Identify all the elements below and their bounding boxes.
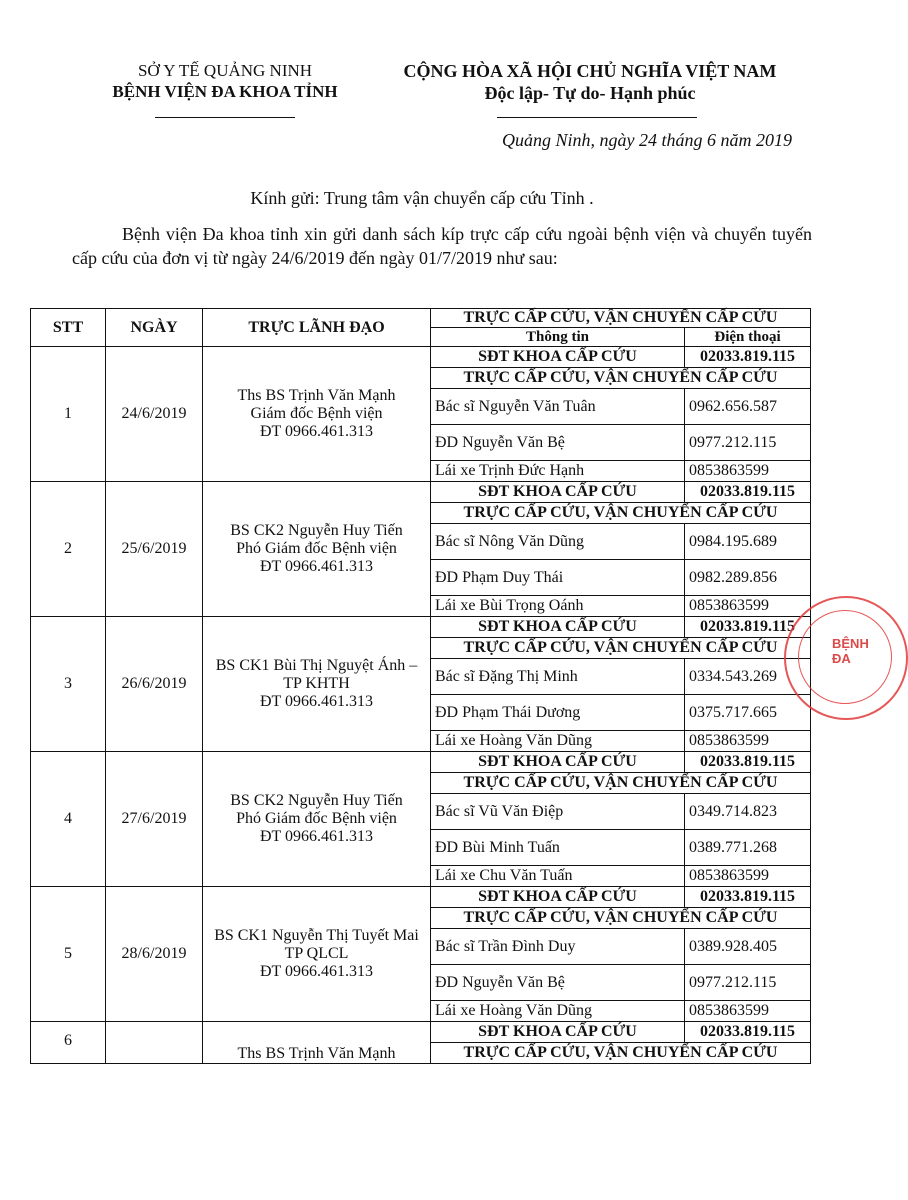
leader-phone: ĐT 0966.461.313 bbox=[259, 963, 374, 980]
leader-name: BS CK1 Nguyễn Thị Tuyết Mai bbox=[214, 927, 419, 944]
row-leader bbox=[203, 617, 431, 752]
duty-label: TRỰC CẤP CỨU, VẬN CHUYỂN CẤP CỨU bbox=[431, 908, 811, 929]
leader-name: BS CK2 Nguyễn Huy Tiến bbox=[230, 792, 403, 809]
row-leader bbox=[203, 887, 431, 1022]
driver-phone: 0853863599 bbox=[685, 1001, 811, 1022]
leader-title: Giám đốc Bệnh viện bbox=[250, 405, 383, 422]
driver: Lái xe Chu Văn Tuấn bbox=[431, 866, 685, 887]
national-header bbox=[380, 60, 800, 104]
greeting: Kính gửi: Trung tâm vận chuyển cấp cứu Tỉnh . bbox=[250, 188, 594, 208]
row-date: 27/6/2019 bbox=[106, 752, 203, 887]
doctor-phone: 0962.656.587 bbox=[685, 389, 811, 425]
row-leader bbox=[203, 1022, 431, 1064]
doctor-phone: 0389.928.405 bbox=[685, 929, 811, 965]
er-label: SĐT KHOA CẤP CỨU bbox=[431, 347, 685, 368]
doctor-phone: 0984.195.689 bbox=[685, 524, 811, 560]
driver: Lái xe Hoàng Văn Dũng bbox=[431, 731, 685, 752]
row-leader bbox=[203, 482, 431, 617]
leader-phone: ĐT 0966.461.313 bbox=[259, 693, 374, 710]
row-stt: 6 bbox=[31, 1022, 106, 1064]
leader-title: Phó Giám đốc Bệnh viện bbox=[236, 810, 397, 827]
er-label: SĐT KHOA CẤP CỨU bbox=[431, 617, 685, 638]
duty-label: TRỰC CẤP CỨU, VẬN CHUYỂN CẤP CỨU bbox=[431, 773, 811, 794]
national-title: CỘNG HÒA XÃ HỘI CHỦ NGHĨA VIỆT NAM bbox=[403, 61, 777, 81]
row-leader bbox=[203, 347, 431, 482]
er-phone: 02033.819.115 bbox=[685, 1022, 811, 1043]
nurse: ĐD Bùi Minh Tuấn bbox=[431, 830, 685, 866]
er-phone: 02033.819.115 bbox=[685, 617, 811, 638]
doctor: Bác sĩ Nông Văn Dũng bbox=[431, 524, 685, 560]
driver: Lái xe Hoàng Văn Dũng bbox=[431, 1001, 685, 1022]
er-label: SĐT KHOA CẤP CỨU bbox=[431, 887, 685, 908]
nurse-phone: 0977.212.115 bbox=[685, 425, 811, 461]
row-date: 25/6/2019 bbox=[106, 482, 203, 617]
doctor-phone: 0334.543.269 bbox=[685, 659, 811, 695]
driver-phone: 0853863599 bbox=[685, 461, 811, 482]
row-stt: 4 bbox=[31, 752, 106, 887]
row-date bbox=[106, 1022, 203, 1064]
leader-name: Ths BS Trịnh Văn Mạnh bbox=[237, 387, 396, 404]
nurse: ĐD Nguyễn Văn Bệ bbox=[431, 965, 685, 1001]
duty-roster-table bbox=[30, 308, 811, 1064]
row-date: 26/6/2019 bbox=[106, 617, 203, 752]
leader-phone: ĐT 0966.461.313 bbox=[259, 558, 374, 575]
row-date: 24/6/2019 bbox=[106, 347, 203, 482]
leader-name: BS CK1 Bùi Thị Nguyệt Ánh – bbox=[215, 657, 418, 674]
header-stt: STT bbox=[31, 309, 106, 347]
duty-label: TRỰC CẤP CỨU, VẬN CHUYỂN CẤP CỨU bbox=[431, 368, 811, 389]
nurse-phone: 0389.771.268 bbox=[685, 830, 811, 866]
row-stt: 1 bbox=[31, 347, 106, 482]
official-stamp bbox=[784, 596, 908, 720]
driver-phone: 0853863599 bbox=[685, 866, 811, 887]
header-date: NGÀY bbox=[106, 309, 203, 347]
issuer-department: SỞ Y TẾ QUẢNG NINH bbox=[137, 61, 313, 80]
er-label: SĐT KHOA CẤP CỨU bbox=[431, 1022, 685, 1043]
nurse: ĐD Nguyễn Văn Bệ bbox=[431, 425, 685, 461]
header-phone: Điện thoại bbox=[685, 328, 811, 347]
duty-label: TRỰC CẤP CỨU, VẬN CHUYỂN CẤP CỨU bbox=[431, 503, 811, 524]
doctor: Bác sĩ Đặng Thị Minh bbox=[431, 659, 685, 695]
motto-divider bbox=[497, 117, 697, 118]
duty-label: TRỰC CẤP CỨU, VẬN CHUYỂN CẤP CỨU bbox=[431, 638, 811, 659]
doctor-phone: 0349.714.823 bbox=[685, 794, 811, 830]
nurse: ĐD Phạm Duy Thái bbox=[431, 560, 685, 596]
nurse-phone: 0375.717.665 bbox=[685, 695, 811, 731]
national-motto: Độc lập- Tự do- Hạnh phúc bbox=[484, 83, 696, 103]
duty-label: TRỰC CẤP CỨU, VẬN CHUYỂN CẤP CỨU bbox=[431, 1043, 811, 1064]
intro-paragraph: Bệnh viện Đa khoa tỉnh xin gửi danh sách kíp trực cấp cứu ngoài bệnh viện và chuyển tuyến cấp cứu của đơn vị từ ngày 24/6/2019 đến ngày 01/7/2019 như sau: bbox=[72, 224, 812, 268]
doctor: Bác sĩ Trần Đình Duy bbox=[431, 929, 685, 965]
row-stt: 2 bbox=[31, 482, 106, 617]
er-phone: 02033.819.115 bbox=[685, 347, 811, 368]
leader-title: Phó Giám đốc Bệnh viện bbox=[236, 540, 397, 557]
row-stt: 5 bbox=[31, 887, 106, 1022]
leader-phone: ĐT 0966.461.313 bbox=[259, 423, 374, 440]
er-phone: 02033.819.115 bbox=[685, 752, 811, 773]
row-stt: 3 bbox=[31, 617, 106, 752]
row-leader bbox=[203, 752, 431, 887]
issuer-hospital: BỆNH VIỆN ĐA KHOA TỈNH bbox=[112, 82, 338, 101]
leader-title: TP QLCL bbox=[284, 945, 349, 962]
leader-name: Ths BS Trịnh Văn Mạnh bbox=[237, 1045, 396, 1062]
er-label: SĐT KHOA CẤP CỨU bbox=[431, 482, 685, 503]
doctor: Bác sĩ Vũ Văn Điệp bbox=[431, 794, 685, 830]
doctor: Bác sĩ Nguyễn Văn Tuân bbox=[431, 389, 685, 425]
row-date: 28/6/2019 bbox=[106, 887, 203, 1022]
driver-phone: 0853863599 bbox=[685, 731, 811, 752]
driver: Lái xe Trịnh Đức Hạnh bbox=[431, 461, 685, 482]
driver: Lái xe Bùi Trọng Oánh bbox=[431, 596, 685, 617]
stamp-line-2: ĐA bbox=[832, 651, 851, 666]
stamp-text bbox=[832, 636, 869, 666]
header-duty: TRỰC CẤP CỨU, VẬN CHUYỂN CẤP CỨU bbox=[431, 309, 811, 328]
driver-phone: 0853863599 bbox=[685, 596, 811, 617]
header-info: Thông tin bbox=[431, 328, 685, 347]
er-phone: 02033.819.115 bbox=[685, 887, 811, 908]
er-phone: 02033.819.115 bbox=[685, 482, 811, 503]
nurse-phone: 0977.212.115 bbox=[685, 965, 811, 1001]
issuer-block bbox=[100, 60, 350, 102]
header-leader: TRỰC LÃNH ĐẠO bbox=[203, 309, 431, 347]
leader-name: BS CK2 Nguyễn Huy Tiến bbox=[230, 522, 403, 539]
stamp-line-1: BỆNH bbox=[832, 636, 869, 651]
leader-phone: ĐT 0966.461.313 bbox=[259, 828, 374, 845]
nurse-phone: 0982.289.856 bbox=[685, 560, 811, 596]
er-label: SĐT KHOA CẤP CỨU bbox=[431, 752, 685, 773]
issuer-divider bbox=[155, 117, 295, 118]
document-date: Quảng Ninh, ngày 24 tháng 6 năm 2019 bbox=[502, 130, 792, 150]
nurse: ĐD Phạm Thái Dương bbox=[431, 695, 685, 731]
leader-title: TP KHTH bbox=[283, 675, 350, 692]
